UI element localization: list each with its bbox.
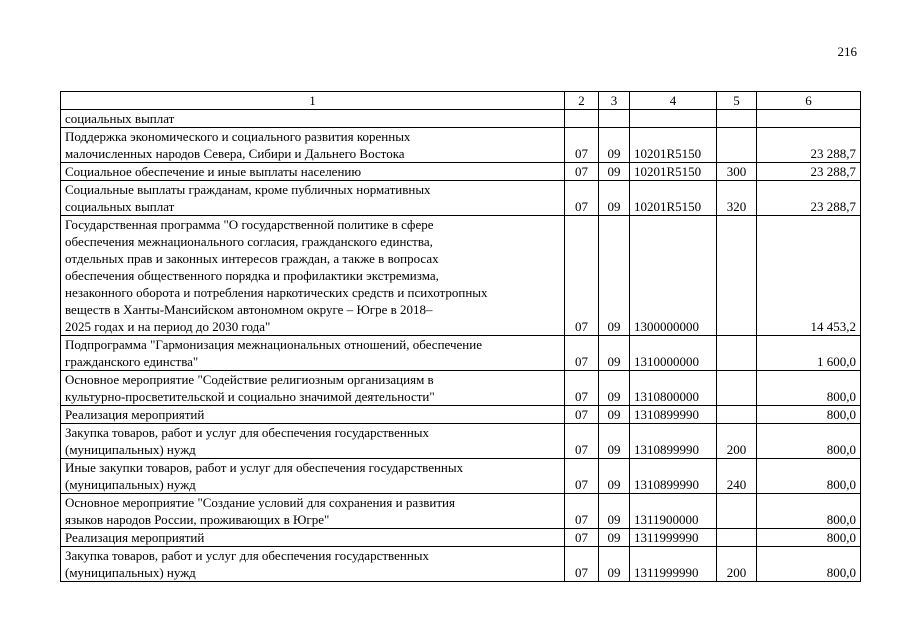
amount-cell <box>757 110 861 128</box>
section-code-cell <box>565 529 599 547</box>
cell-text-line: 09 <box>607 565 621 580</box>
table-row <box>61 494 861 529</box>
subsection-code-cell <box>599 128 630 163</box>
cell-text-line: 07 <box>575 319 588 334</box>
cell-text-line: Основное мероприятие "Содействие религиозным организациям в <box>65 372 434 387</box>
cell-text-line: 1310899990 <box>634 442 699 457</box>
cell-text-line: 1311999990 <box>634 565 699 580</box>
cell-text-line: 1311900000 <box>634 512 699 527</box>
table-row <box>61 181 861 216</box>
cell-text-line: 09 <box>607 199 621 214</box>
cell-text-line: (муниципальных) нужд <box>65 565 196 580</box>
target-article-cell <box>630 110 717 128</box>
cell-text-line: 07 <box>575 512 588 527</box>
subsection-code-cell <box>599 371 630 406</box>
cell-text-line: Социальные выплаты гражданам, кроме публичных нормативных <box>65 182 431 197</box>
target-article-cell <box>630 336 717 371</box>
table-row <box>61 371 861 406</box>
cell-text-line: 09 <box>607 164 621 179</box>
subsection-code-cell <box>599 529 630 547</box>
section-code-cell <box>565 336 599 371</box>
cell-text-line: (муниципальных) нужд <box>65 477 196 492</box>
target-article-cell <box>630 216 717 336</box>
expense-name-cell <box>61 163 565 181</box>
expense-type-cell <box>717 406 757 424</box>
cell-text-line: 1311999990 <box>634 530 699 545</box>
table-row <box>61 459 861 494</box>
section-code-cell <box>565 110 599 128</box>
expense-name-cell <box>61 424 565 459</box>
table-row <box>61 336 861 371</box>
cell-text-line: 23 288,7 <box>810 164 856 179</box>
cell-text-line: 07 <box>575 407 588 422</box>
cell-text-line: 200 <box>726 565 747 580</box>
cell-text-line: 07 <box>575 354 588 369</box>
page-number: 216 <box>837 44 857 59</box>
column-header: 3 <box>599 92 630 110</box>
expense-type-cell <box>717 128 757 163</box>
cell-text-line: Иные закупки товаров, работ и услуг для обеспечения государственных <box>65 460 464 475</box>
cell-text-line: социальных выплат <box>65 199 175 214</box>
expense-type-cell <box>717 424 757 459</box>
expense-type-cell <box>717 336 757 371</box>
cell-text-line: 09 <box>607 477 621 492</box>
cell-text-line: Основное мероприятие "Создание условий для сохранения и развития <box>65 495 455 510</box>
cell-text-line: 09 <box>607 354 621 369</box>
expense-name-cell <box>61 128 565 163</box>
cell-text-line: 07 <box>575 389 588 404</box>
target-article-cell <box>630 406 717 424</box>
cell-text-line: 240 <box>726 477 747 492</box>
target-article-cell <box>630 163 717 181</box>
cell-text-line: 1310000000 <box>634 354 699 369</box>
cell-text-line: отдельных прав и законных интересов граждан, а также в вопросах <box>65 251 439 266</box>
cell-text-line: 1310899990 <box>634 477 699 492</box>
cell-text-line: 1310899990 <box>634 407 699 422</box>
cell-text-line: 800,0 <box>826 442 856 457</box>
column-header: 5 <box>717 92 757 110</box>
expense-name-cell <box>61 336 565 371</box>
cell-text-line: Реализация мероприятий <box>65 530 205 545</box>
amount-cell <box>757 181 861 216</box>
amount-cell <box>757 128 861 163</box>
amount-cell <box>757 371 861 406</box>
cell-text-line: 07 <box>575 146 588 161</box>
cell-text-line: 200 <box>726 442 747 457</box>
target-article-cell <box>630 128 717 163</box>
cell-text-line: 09 <box>607 407 621 422</box>
target-article-cell <box>630 547 717 582</box>
cell-text-line: социальных выплат <box>65 111 175 126</box>
cell-text-line: 2025 годах и на период до 2030 года" <box>65 319 271 334</box>
amount-cell <box>757 529 861 547</box>
amount-cell <box>757 459 861 494</box>
expense-type-cell <box>717 181 757 216</box>
expense-type-cell <box>717 459 757 494</box>
cell-text-line: незаконного оборота и потребления наркотических средств и психотропных <box>65 285 488 300</box>
amount-cell <box>757 406 861 424</box>
subsection-code-cell <box>599 424 630 459</box>
cell-text-line: 23 288,7 <box>810 146 856 161</box>
subsection-code-cell <box>599 110 630 128</box>
cell-text-line: 800,0 <box>826 477 856 492</box>
target-article-cell <box>630 371 717 406</box>
subsection-code-cell <box>599 406 630 424</box>
expense-type-cell <box>717 163 757 181</box>
expense-name-cell <box>61 216 565 336</box>
section-code-cell <box>565 163 599 181</box>
target-article-cell <box>630 494 717 529</box>
cell-text-line: языков народов России, проживающих в Югре" <box>65 512 330 527</box>
target-article-cell <box>630 424 717 459</box>
section-code-cell <box>565 547 599 582</box>
cell-text-line: 09 <box>607 530 621 545</box>
cell-text-line: 1300000000 <box>634 319 699 334</box>
cell-text-line: веществ в Ханты-Мансийском автономном округе – Югре в 2018– <box>65 302 433 317</box>
subsection-code-cell <box>599 216 630 336</box>
cell-text-line: обеспечения межнационального согласия, гражданского единства, <box>65 234 433 249</box>
cell-text-line: гражданского единства" <box>65 354 199 369</box>
subsection-code-cell <box>599 459 630 494</box>
amount-cell <box>757 424 861 459</box>
expense-name-cell <box>61 371 565 406</box>
amount-cell <box>757 336 861 371</box>
section-code-cell <box>565 459 599 494</box>
amount-cell <box>757 216 861 336</box>
table-row <box>61 216 861 336</box>
expense-type-cell <box>717 110 757 128</box>
section-code-cell <box>565 494 599 529</box>
table-row <box>61 547 861 582</box>
cell-text-line: малочисленных народов Севера, Сибири и Дальнего Востока <box>65 146 405 161</box>
expense-name-cell <box>61 181 565 216</box>
section-code-cell <box>565 181 599 216</box>
expense-type-cell <box>717 216 757 336</box>
table-row <box>61 406 861 424</box>
target-article-cell <box>630 459 717 494</box>
table-row <box>61 424 861 459</box>
cell-text-line: 1 600,0 <box>817 354 856 369</box>
table-row <box>61 529 861 547</box>
expense-type-cell <box>717 529 757 547</box>
cell-text-line: 07 <box>575 565 588 580</box>
cell-text-line: 10201R5150 <box>634 164 702 179</box>
cell-text-line: 320 <box>726 199 747 214</box>
amount-cell <box>757 163 861 181</box>
cell-text-line: 09 <box>607 389 621 404</box>
table-row <box>61 163 861 181</box>
cell-text-line: 1310800000 <box>634 389 699 404</box>
amount-cell <box>757 547 861 582</box>
expense-name-cell <box>61 529 565 547</box>
cell-text-line: 09 <box>607 442 621 457</box>
cell-text-line: 10201R5150 <box>634 199 702 214</box>
expense-name-cell <box>61 547 565 582</box>
cell-text-line: 07 <box>575 442 588 457</box>
cell-text-line: обеспечения общественного порядка и профилактики экстремизма, <box>65 268 439 283</box>
cell-text-line: 800,0 <box>826 389 856 404</box>
cell-text-line: Закупка товаров, работ и услуг для обеспечения государственных <box>65 548 430 563</box>
cell-text-line: 800,0 <box>826 565 856 580</box>
cell-text-line: 09 <box>607 319 621 334</box>
cell-text-line: Поддержка экономического и социального развития коренных <box>65 129 411 144</box>
cell-text-line: Закупка товаров, работ и услуг для обеспечения государственных <box>65 425 430 440</box>
column-header: 1 <box>61 92 565 110</box>
column-header: 4 <box>630 92 717 110</box>
cell-text-line: 800,0 <box>826 530 856 545</box>
cell-text-line: Государственная программа "О государственной политике в сфере <box>65 217 434 232</box>
cell-text-line: 07 <box>575 530 588 545</box>
section-code-cell <box>565 128 599 163</box>
section-code-cell <box>565 371 599 406</box>
cell-text-line: Реализация мероприятий <box>65 407 205 422</box>
table-header-row <box>61 92 861 110</box>
table-row <box>61 128 861 163</box>
expense-type-cell <box>717 494 757 529</box>
cell-text-line: культурно-просветительской и социально значимой деятельности" <box>65 389 435 404</box>
table-row <box>61 110 861 128</box>
expense-name-cell <box>61 494 565 529</box>
section-code-cell <box>565 406 599 424</box>
target-article-cell <box>630 529 717 547</box>
cell-text-line: 800,0 <box>826 512 856 527</box>
section-code-cell <box>565 424 599 459</box>
subsection-code-cell <box>599 181 630 216</box>
table-body <box>61 110 861 582</box>
cell-text-line: 09 <box>607 146 621 161</box>
subsection-code-cell <box>599 336 630 371</box>
cell-text-line: 07 <box>575 477 588 492</box>
cell-text-line: 09 <box>607 512 621 527</box>
column-header: 6 <box>757 92 861 110</box>
cell-text-line: Подпрограмма "Гармонизация межнациональных отношений, обеспечение <box>65 337 482 352</box>
cell-text-line: 10201R5150 <box>634 146 702 161</box>
cell-text-line: 800,0 <box>826 407 856 422</box>
cell-text-line: 07 <box>575 199 588 214</box>
cell-text-line: (муниципальных) нужд <box>65 442 196 457</box>
expense-name-cell <box>61 459 565 494</box>
section-code-cell <box>565 216 599 336</box>
expense-name-cell <box>61 406 565 424</box>
expense-name-cell <box>61 110 565 128</box>
cell-text-line: 07 <box>575 164 588 179</box>
column-header: 2 <box>565 92 599 110</box>
expense-type-cell <box>717 371 757 406</box>
amount-cell <box>757 494 861 529</box>
cell-text-line: 300 <box>726 164 747 179</box>
subsection-code-cell <box>599 494 630 529</box>
cell-text-line: 23 288,7 <box>810 199 856 214</box>
target-article-cell <box>630 181 717 216</box>
expense-type-cell <box>717 547 757 582</box>
subsection-code-cell <box>599 547 630 582</box>
subsection-code-cell <box>599 163 630 181</box>
cell-text-line: 14 453,2 <box>810 319 856 334</box>
budget-table <box>60 91 861 582</box>
cell-text-line: Социальное обеспечение и иные выплаты населению <box>65 164 362 179</box>
